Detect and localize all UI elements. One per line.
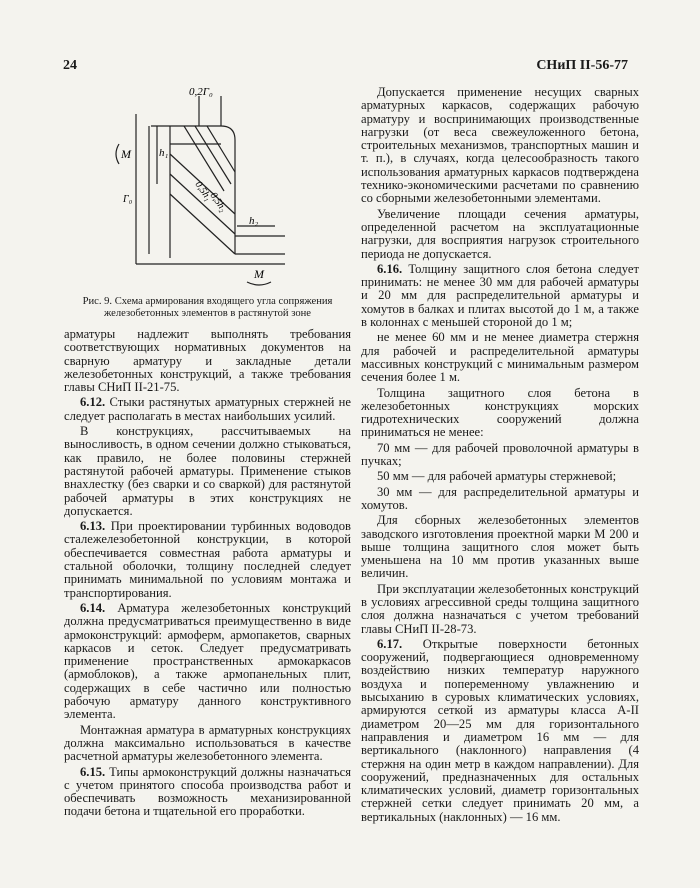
page-number: 24 xyxy=(63,58,77,73)
label-diag2: 0,5h₂ xyxy=(207,190,229,214)
label-h1: h₁ xyxy=(159,147,169,159)
paragraph: Для сборных железобетонных элементов заводского изготовления проектной марки М 200 и выше толщина защитного слоя может быть уменьшена на 10 мм против указанных выше величин. xyxy=(361,513,639,581)
clause-text: Стыки растянутых арматурных стержней не следует располагать в местах наибольших усилий. xyxy=(64,395,351,423)
clause-number: 6.17. xyxy=(377,636,403,651)
label-diag1: 0,5h₁ xyxy=(192,179,214,203)
clause-text: Открытые поверхности бетонных сооружений, подвергающиеся одновременному воздействию низких температур наружного воздуха и попеременному увлажнению и высыханию в суровых климатических условиях, армируются сеткой из арматуры класса А-II диаметром 20—25 мм для горизонтального направления и диаметром 16 мм — для вертикального (наклонного) направления (4 стержня на один метр в каждом направлении). Для сооружений, предназначенных для остальных климатических условий, диаметр горизонтальных стержней сетки следует принимать 20 мм, а вертикальных (наклонных) — 16 мм. xyxy=(361,636,639,824)
paragraph: не менее 60 мм и не менее диаметра стержня для рабочей и распределительной арматуры массивных конструкций с минимальным размером сечения более 1 м. xyxy=(361,330,639,385)
paragraph: В конструкциях, рассчитываемых на выносливость, в одном сечении должно стыковаться, как правило, не более половины стержней растянутой рабочей арматуры. Применение стыков внахлестку (без сварки и со сваркой) для растянутой рабочей арматуры в этих конструкциях не допускается. xyxy=(64,424,351,518)
moment-arrow-left xyxy=(116,144,119,164)
clause-text: Толщину защитного слоя бетона следует принимать: не менее 30 мм для рабочей арматуры и 20 мм для распределительной арматуры и хомутов в балках и плитах высотой до 1 м, а также в колоннах с меньшей стороной до 1 м; xyxy=(361,261,639,330)
clause-number: 6.14. xyxy=(80,600,106,615)
clause-text: При проектировании турбинных водоводов сталежелезобетонной конструкции, в которой обеспечивается совместная работа арматуры и стальной оболочки, толщину последней следует принимать минимальной по условиям монтажа и транспортирования. xyxy=(64,519,351,600)
paragraph-6-13 xyxy=(64,520,351,600)
list-item: 30 мм — для распределительной арматуры и хомутов. xyxy=(361,484,639,512)
label-g0: Г₀ xyxy=(123,194,133,205)
document-code: СНиП II-56-77 xyxy=(536,58,628,73)
label-m-bottom: M xyxy=(254,267,264,281)
label-h2: h₂ xyxy=(249,215,259,227)
bent-bar xyxy=(151,126,235,254)
left-column xyxy=(64,86,351,819)
paragraph-6-12 xyxy=(64,396,351,423)
label-top: 0,2Г₀ xyxy=(189,86,213,98)
diagonal-bar-2 xyxy=(195,126,231,184)
moment-arrow-bottom xyxy=(247,282,271,285)
label-m-left: M xyxy=(121,147,131,161)
figure-caption: Рис. 9. Схема армирования входящего угла сопряжения железобетонных элементов в растянутой зоне xyxy=(82,296,333,319)
paragraph: Толщина защитного слоя бетона в железобетонных конструкциях морских гидротехнических сооружений должна приниматься не менее: xyxy=(361,385,639,440)
paragraph: Монтажная арматура в арматурных конструкциях должна максимально использоваться в качестве расчетной арматуры железобетонного элемента. xyxy=(64,722,351,764)
paragraph-6-16 xyxy=(361,263,639,329)
clause-number: 6.12. xyxy=(80,395,106,410)
clause-text: Типы армоконструкций должны назначаться с учетом принятого способа производства работ и обеспечивать возможность механизированной подачи бетона и тщательной его проработки. xyxy=(64,764,351,819)
paragraph: Увеличение площади сечения арматуры, определенной расчетом на эксплуатационные нагрузки, для восприятия нагрузок строительного периода не допускается. xyxy=(361,206,639,261)
list-item: 70 мм — для рабочей проволочной арматуры в пучках; xyxy=(361,440,639,469)
paragraph: арматуры надлежит выполнять требования соответствующих нормативных документов на сварную арматуру и закладные детали железобетонных конструкций, а также требования главы СНиП II-21-75. xyxy=(64,327,351,395)
diagonal-bar-3 xyxy=(207,126,235,172)
right-column xyxy=(361,86,639,824)
paragraph-6-14 xyxy=(64,602,351,722)
paragraph-6-17 xyxy=(361,638,639,824)
paragraph: При эксплуатации железобетонных конструкций в условиях агрессивной среды толщина защитного слоя должна назначаться с учетом требований главы СНиП II-28-73. xyxy=(361,581,639,636)
reinforcement-diagram xyxy=(109,86,309,292)
clause-number: 6.16. xyxy=(377,261,403,276)
paragraph-6-15 xyxy=(64,766,351,819)
figure-9 xyxy=(64,86,351,294)
clause-text: Арматура железобетонных конструкций должна предусматриваться преимущественно в виде армоконструкций: армоферм, армопакетов, сварных каркасов и сеток. Следует предусматривать применение пространственных армокаркасов (армоблоков), а также армопанельных плит, содержащих в себе частично или полностью рабочую арматуру данного конструктивного элемента. xyxy=(64,600,351,722)
clause-number: 6.13. xyxy=(80,519,106,534)
paragraph: Допускается применение несущих сварных арматурных каркасов, содержащих рабочую арматуру и воспринимающих производственные нагрузки (от веса свежеуложенного бетона, строительных механизмов, транспортных машин и т. п.), в случаях, когда целесообразность такого использования арматурных каркасов подтверждена технико-экономическими расчетами по сравнению со сборными железобетонными элементами. xyxy=(361,85,639,206)
clause-number: 6.15. xyxy=(80,764,106,779)
list-item: 50 мм — для рабочей арматуры стержневой; xyxy=(377,469,617,484)
